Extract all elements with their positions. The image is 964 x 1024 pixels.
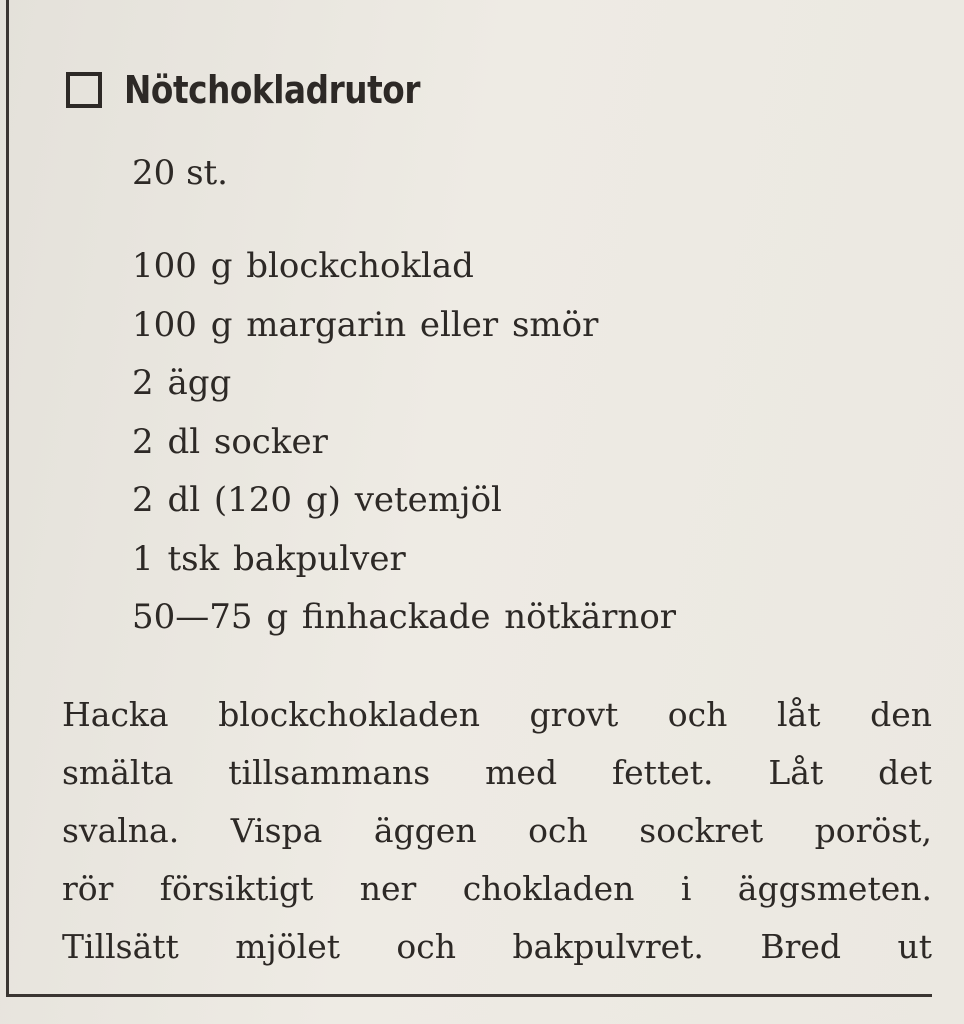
ingredient-item: 2 dl socker: [132, 421, 328, 462]
recipe-title: Nötchokladrutor: [124, 68, 421, 112]
ingredient-item: 100 g blockchoklad: [132, 246, 474, 286]
recipe-header: [66, 60, 468, 120]
left-border-rule: [6, 0, 9, 996]
ingredient-item: 1 tsk bakpulver: [132, 538, 406, 579]
bottom-border-rule: [6, 994, 932, 997]
recipe-yield: 20 st.: [132, 153, 228, 193]
instructions-paragraph: [62, 686, 932, 976]
instruction-line: svalna. Vispa äggen och sockret poröst,: [62, 811, 932, 850]
ingredient-item: 100 g margarin eller smör: [132, 304, 599, 345]
ingredient-item: 2 ägg: [132, 363, 232, 403]
ingredient-item: 2 dl (120 g) vetemjöl: [132, 480, 502, 520]
checkbox-icon: [66, 72, 102, 108]
instruction-line: smälta tillsammans med fettet. Låt det: [62, 753, 932, 792]
ingredient-list: [132, 237, 676, 647]
ingredient-item: 50—75 g finhackade nötkärnor: [132, 597, 677, 637]
instruction-line: rör försiktigt ner chokladen i äggsmeten.: [62, 869, 932, 908]
instruction-line: Hacka blockchokladen grovt och låt den: [62, 695, 932, 734]
instruction-line: Tillsätt mjölet och bakpulvret. Bred ut: [62, 927, 932, 966]
